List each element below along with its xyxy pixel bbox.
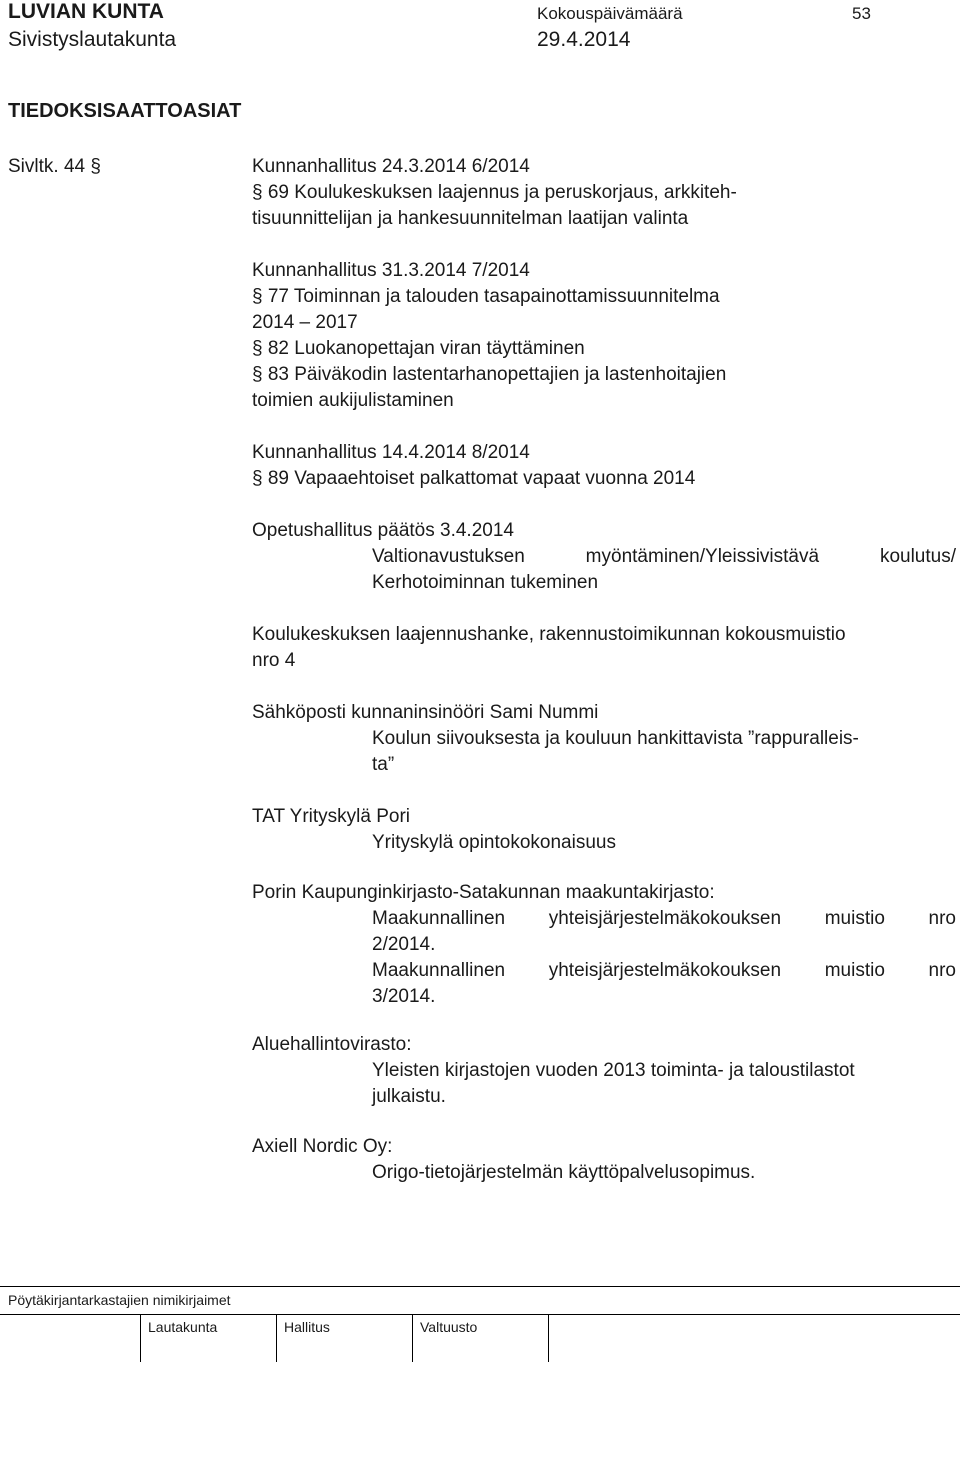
department-name: Sivistyslautakunta <box>8 28 177 51</box>
footer-col-sep-2 <box>276 1314 277 1362</box>
footer-divider-2 <box>0 1314 960 1315</box>
item-reference: Sivltk. 44 § <box>8 156 101 177</box>
kh1-line-2: tisuunnittelijan ja hankesuunnitelman laatijan valinta <box>252 208 689 229</box>
org-name: LUVIAN KUNTA <box>8 0 164 23</box>
page-number: 53 <box>852 4 871 23</box>
avi-line-2: julkaistu. <box>372 1086 446 1107</box>
page-title: TIEDOKSISAATTOASIAT <box>8 100 242 122</box>
pk-line-3: Maakunnallinen yhteisjärjestelmäkokouksen muistio nro <box>372 960 956 981</box>
sp-line-1: Koulun siivouksesta ja kouluun hankittavista ”rappuralleis- <box>372 728 859 749</box>
footer-col-sep-4 <box>548 1314 549 1362</box>
kh2-line-3: § 82 Luokanopettajan viran täyttäminen <box>252 338 585 359</box>
kh1-heading: Kunnanhallitus 24.3.2014 6/2014 <box>252 156 530 177</box>
footer-col-valtuusto: Valtuusto <box>420 1319 478 1335</box>
tat-heading: TAT Yrityskylä Pori <box>252 806 411 827</box>
tat-line-1: Yrityskylä opintokokonaisuus <box>372 832 616 853</box>
signatures-label: Pöytäkirjantarkastajien nimikirjaimet <box>8 1292 231 1308</box>
axiell-line-1: Origo-tietojärjestelmän käyttöpalvelusopimus. <box>372 1162 756 1183</box>
kh2-line-4: § 83 Päiväkodin lastentarhanopettajien ja lastenhoitajien <box>252 364 727 385</box>
pk-line-1: Maakunnallinen yhteisjärjestelmäkokouksen muistio nro <box>372 908 956 929</box>
axiell-heading: Axiell Nordic Oy: <box>252 1136 393 1157</box>
pk-heading: Porin Kaupunginkirjasto-Satakunnan maakuntakirjasto: <box>252 882 715 903</box>
avi-line-1: Yleisten kirjastojen vuoden 2013 toiminta- ja taloustilastot <box>372 1060 855 1081</box>
footer-divider <box>0 1286 960 1287</box>
oph-line-1: Valtionavustuksen myöntäminen/Yleissivistävä koulutus/ <box>372 546 956 567</box>
kh2-line-5: toimien aukijulistaminen <box>252 390 454 411</box>
kh2-heading: Kunnanhallitus 31.3.2014 7/2014 <box>252 260 530 281</box>
sp-heading: Sähköposti kunnaninsinööri Sami Nummi <box>252 702 599 723</box>
meeting-date: 29.4.2014 <box>537 28 631 51</box>
oph-line-2: Kerhotoiminnan tukeminen <box>372 572 599 593</box>
kh2-line-1: § 77 Toiminnan ja talouden tasapainottamissuunnitelma <box>252 286 720 307</box>
kh3-line-1: § 89 Vapaaehtoiset palkattomat vapaat vuonna 2014 <box>252 468 696 489</box>
footer-col-lautakunta: Lautakunta <box>148 1319 218 1335</box>
avi-heading: Aluehallintovirasto: <box>252 1034 412 1055</box>
oph-heading: Opetushallitus päätös 3.4.2014 <box>252 520 514 541</box>
footer-col-hallitus: Hallitus <box>284 1319 330 1335</box>
sp-line-2: ta” <box>372 754 395 775</box>
footer-col-sep-3 <box>412 1314 413 1362</box>
kk-line-1: Koulukeskuksen laajennushanke, rakennustoimikunnan kokousmuistio <box>252 624 846 645</box>
kh2-line-2: 2014 – 2017 <box>252 312 358 333</box>
footer-col-sep-1 <box>140 1314 141 1362</box>
meeting-date-label: Kokouspäivämäärä <box>537 4 683 23</box>
pk-line-4: 3/2014. <box>372 986 436 1007</box>
kk-line-2: nro 4 <box>252 650 296 671</box>
pk-line-2: 2/2014. <box>372 934 436 955</box>
kh1-line-1: § 69 Koulukeskuksen laajennus ja peruskorjaus, arkkiteh- <box>252 182 737 203</box>
kh3-heading: Kunnanhallitus 14.4.2014 8/2014 <box>252 442 530 463</box>
